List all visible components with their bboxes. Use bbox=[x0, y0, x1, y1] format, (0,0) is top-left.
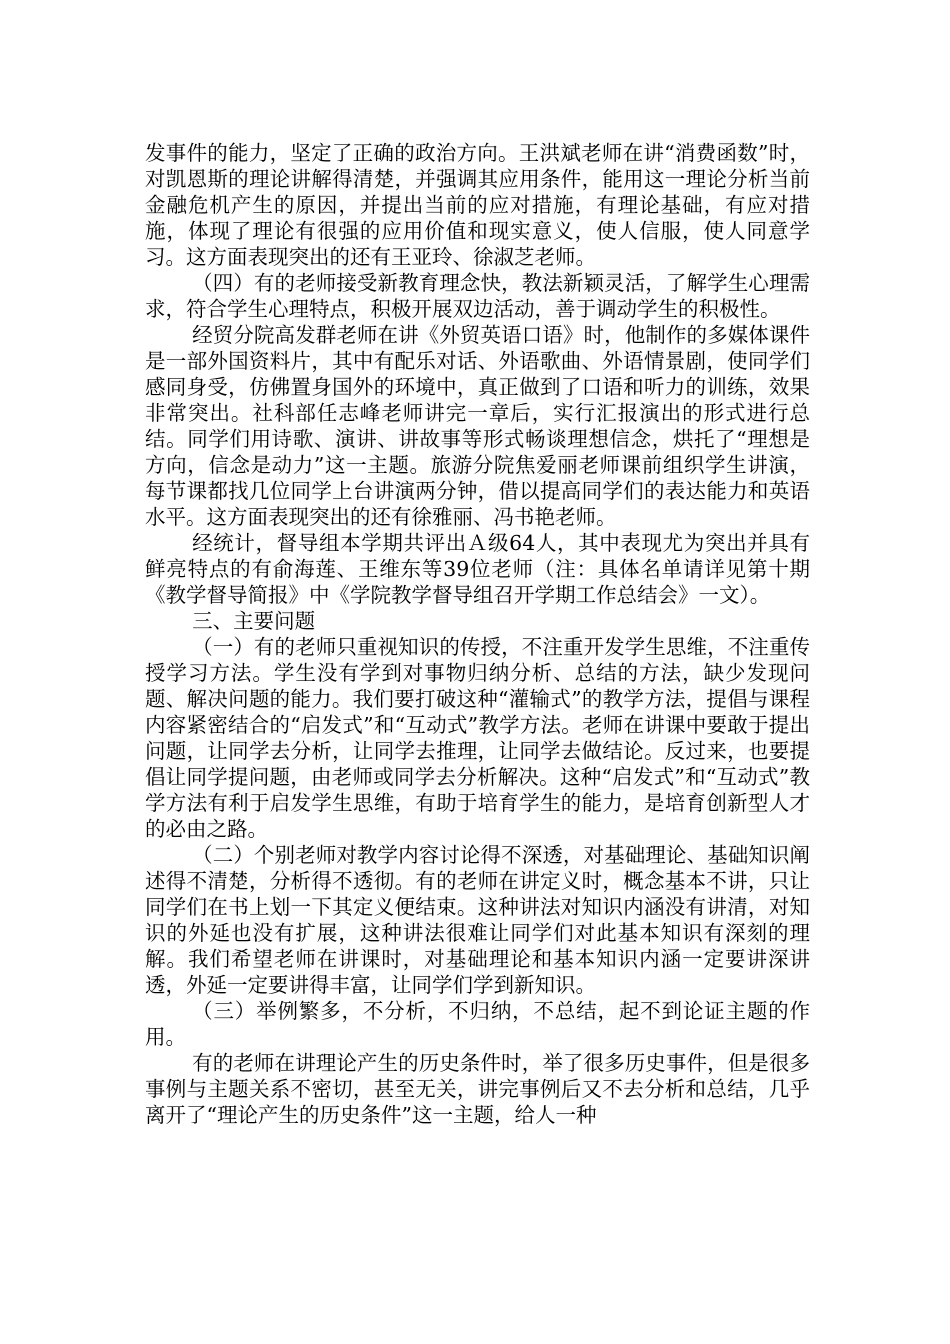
section-heading-main-problems: 三、主要问题 bbox=[192, 609, 316, 633]
paragraph-continuation: 发事件的能力，坚定了正确的政治方向。王洪斌老师在讲“消费函数”时，对凯恩斯的理论讲解得清楚，并强调其应用条件，能用这一理论分析当前金融危机产生的原因，并提出当前的应对措施，有理论基础，有应对措施，体现了理论有很强的应用价值和现实意义，使人信服，使人同意学习。这方面表现突出的还有王亚玲、徐淑芝老师。 bbox=[145, 141, 810, 269]
paragraph-problem-two: （二）个别老师对教学内容讨论得不深透，对基础理论、基础知识阐述得不清楚，分析得不透彻。有的老师在讲定义时，概念基本不讲，只让同学们在书上划一下其定义便结束。这种讲法对知识内涵没有讲清，对知识的外延也没有扩展，这种讲法很难让同学们对此基本知识有深刻的理解。我们希望老师在讲课时，对基础理论和基本知识内涵一定要讲深讲透，外延一定要讲得丰富，让同学们学到新知识。 bbox=[145, 843, 810, 997]
document-page bbox=[145, 140, 810, 1128]
paragraph-example-multimedia: 经贸分院高发群老师在讲《外贸英语口语》时，他制作的多媒体课件是一部外国资料片，其中有配乐对话、外语歌曲、外语情景剧，使同学们感同身受，仿佛置身国外的环境中，真正做到了口语和听力的训练，效果非常突出。社科部任志峰老师讲完一章后，实行汇报演出的形式进行总结。同学们用诗歌、演讲、讲故事等形式畅谈理想信念，烘托了“理想是方向，信念是动力”这一主题。旅游分院焦爱丽老师课前组织学生讲演，每节课都找几位同学上台讲演两分钟，借以提高同学们的表达能力和英语水平。这方面表现突出的还有徐雅丽、冯书艳老师。 bbox=[145, 323, 810, 529]
paragraph-statistics: 经统计，督导组本学期共评出Ａ级64人，其中表现尤为突出并具有鲜亮特点的有俞海莲、王维东等39位老师（注：具体名单请详见第十期《教学督导简报》中《学院教学督导组召开学期工作总结会》一文）。 bbox=[145, 531, 810, 607]
paragraph-problem-three: （三）举例繁多，不分析，不归纳，不总结，起不到论证主题的作用。 bbox=[145, 999, 810, 1049]
paragraph-problem-three-example: 有的老师在讲理论产生的历史条件时，举了很多历史事件，但是很多事例与主题关系不密切，甚至无关，讲完事例后又不去分析和总结，几乎离开了“理论产生的历史条件”这一主题，给人一种 bbox=[145, 1051, 810, 1127]
paragraph-point-four: （四）有的老师接受新教育理念快，教法新颖灵活，了解学生心理需求，符合学生心理特点，积极开展双边活动，善于调动学生的积极性。 bbox=[145, 271, 810, 321]
paragraph-problem-one: （一）有的老师只重视知识的传授，不注重开发学生思维，不注重传授学习方法。学生没有学到对事物归纳分析、总结的方法，缺少发现问题、解决问题的能力。我们要打破这种“灌输式”的教学方法，提倡与课程内容紧密结合的“启发式”和“互动式”教学方法。老师在讲课中要敢于提出问题，让同学去分析，让同学去推理，让同学去做结论。反过来，也要提倡让同学提问题，由老师或同学去分析解决。这种“启发式”和“互动式”教学方法有利于启发学生思维，有助于培育学生的能力，是培育创新型人才的必由之路。 bbox=[145, 635, 810, 841]
